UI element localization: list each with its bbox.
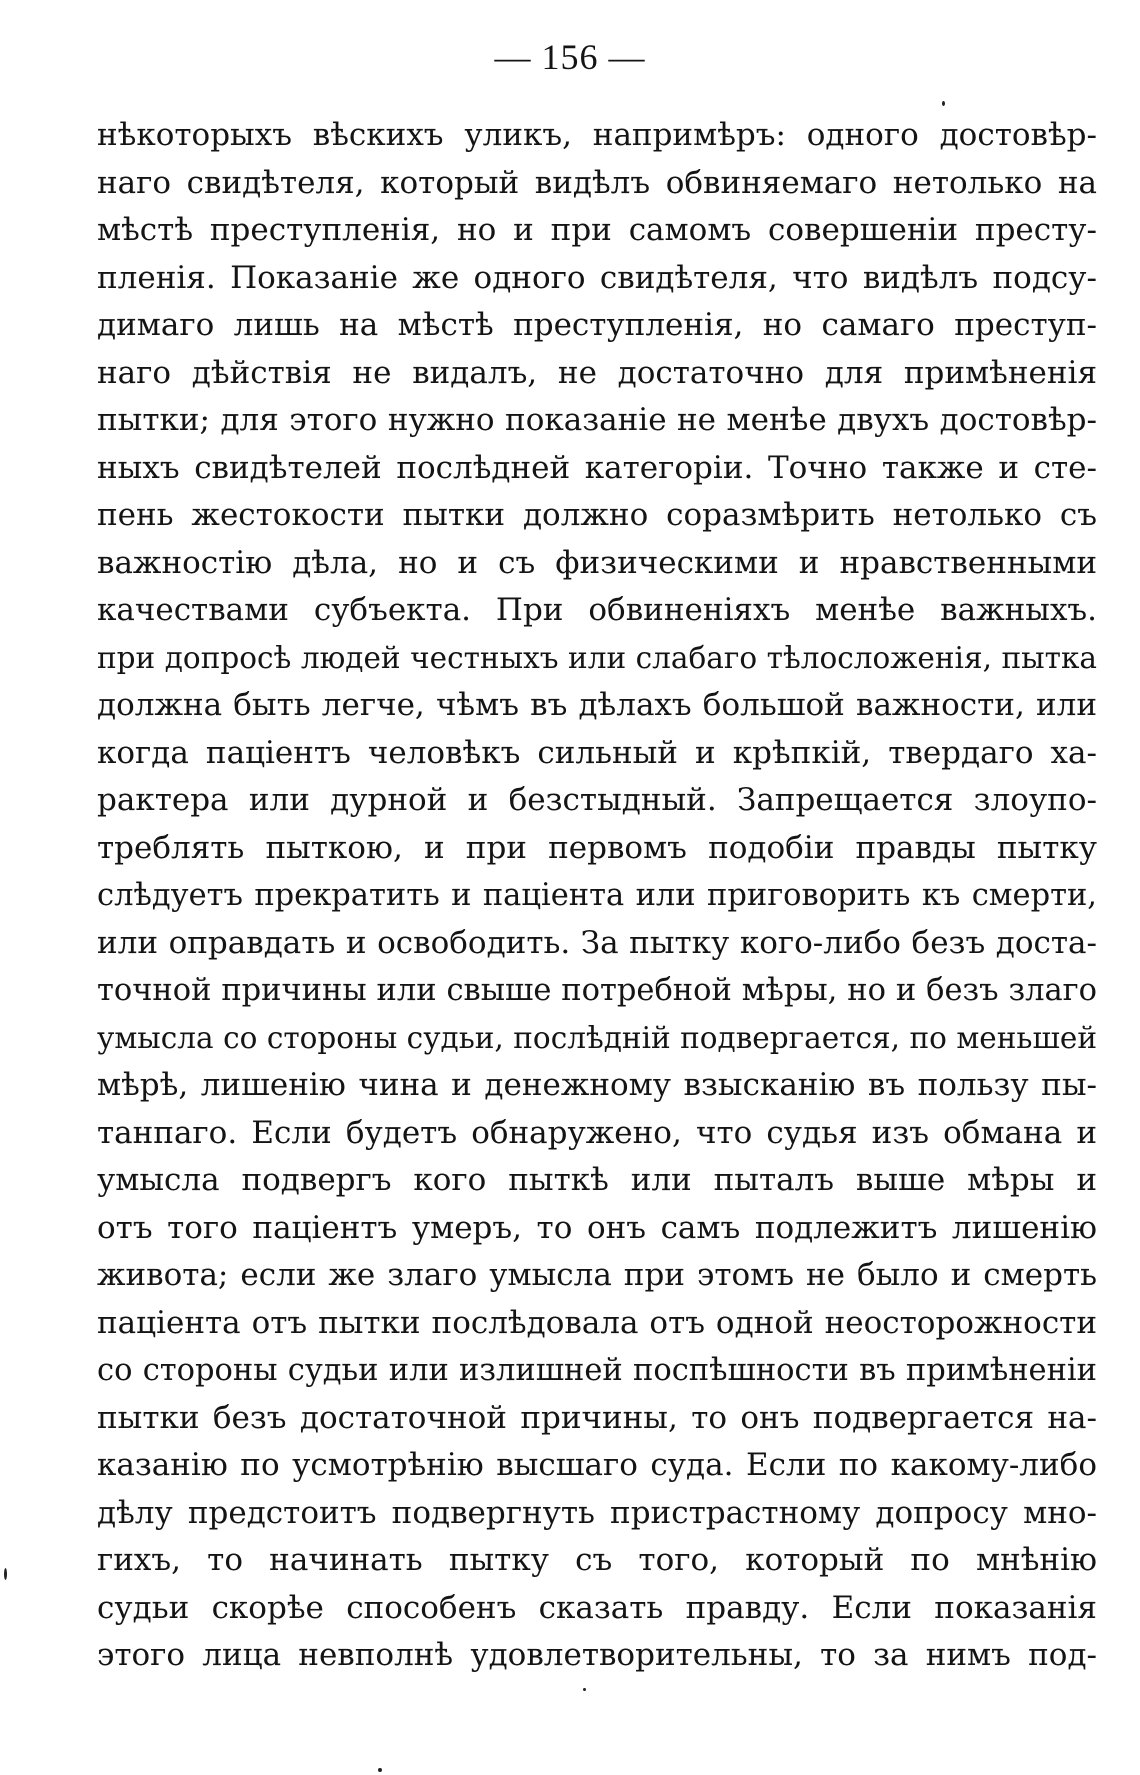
text-line: точной причины или свыше потребной мѣры, но и безъ злаго [97,973,1097,1008]
text-line: пень жестокости пытки должно соразмѣрить нетолько съ [97,497,1097,533]
ink-speck [4,1568,7,1580]
text-line: судьи скорѣе способенъ сказать правду. Если показанія [97,1589,1097,1626]
text-line: умысла со стороны судьи, послѣдній подвергается, по меньшей [97,1020,1097,1055]
text-line: или оправдать и освободить. За пытку кого-либо безъ доста- [97,924,1097,961]
text-line: нѣкоторыхъ вѣскихъ уликъ, напримѣръ: одного достовѣр- [97,117,1097,153]
text-line: треблять пыткою, и при первомъ подобіи правды пытку [97,829,1097,866]
text-line: димаго лишь на мѣстѣ преступленія, но самаго преступ- [97,307,1097,343]
text-line: казанію по усмотрѣнію высшаго суда. Если по какому-либо [97,1447,1097,1483]
text-line: танпаго. Если будетъ обнаружено, что судья изъ обмана и [97,1114,1097,1151]
ink-speck [378,1768,382,1772]
body-text [97,112,1097,1680]
text-line: должна быть легче, чѣмъ въ дѣлахъ большой важности, или [97,687,1097,723]
text-line: пытки безъ достаточной причины, то онъ подвергается на- [97,1399,1097,1436]
text-line: дѣлу предстоитъ подвергнуть пристрастному допросу мно- [97,1494,1097,1531]
text-line: со стороны судьи или излишней поспѣшности въ примѣненіи [97,1353,1097,1388]
text-line: ныхъ свидѣтелей послѣдней категоріи. Точно также и сте- [97,449,1097,486]
text-line: пленія. Показаніе же одного свидѣтеля, что видѣлъ подсу- [97,259,1097,296]
text-line: мѣстѣ преступленія, но и при самомъ совершеніи престу- [97,212,1097,248]
text-line: умысла подвергъ кого пыткѣ или пыталъ выше мѣры и [97,1162,1097,1198]
text-line: когда паціентъ человѣкъ сильный и крѣпкій, твердаго ха- [97,734,1097,771]
text-line: наго дѣйствія не видалъ, не достаточно для примѣненія [97,354,1097,391]
text-line: этого лица невполнѣ удовлетворительны, то за нимъ под- [97,1637,1097,1673]
text-line: мѣрѣ, лишенію чина и денежному взысканію въ пользу пы- [97,1067,1097,1103]
text-line: рактера или дурной и безстыдный. Запрещается злоупо- [97,782,1097,818]
ink-speck [583,1688,586,1691]
text-line: пытки; для этого нужно показаніе не менѣе двухъ достовѣр- [97,402,1097,438]
text-line: качествами субъекта. При обвиненіяхъ менѣе важныхъ. [97,592,1097,628]
ink-speck [942,101,945,106]
text-line: гихъ, то начинать пытку съ того, который по мнѣнію [97,1542,1097,1578]
text-line: паціента отъ пытки послѣдовала отъ одной неосторожности [97,1304,1097,1341]
text-line: слѣдуетъ прекратить и паціента или приговорить къ смерти, [97,878,1097,913]
text-line: при допросѣ людей честныхъ или слабаго тѣлосложенія, пытка [97,640,1097,675]
text-line: наго свидѣтеля, который видѣлъ обвиняемаго нетолько на [97,164,1097,201]
text-line: живота; если же злаго умысла при этомъ не было и смерть [97,1257,1097,1293]
text-line: отъ того паціентъ умеръ, то онъ самъ подлежитъ лишенію [97,1209,1097,1246]
text-line: важностію дѣла, но и съ физическими и нравственными [97,544,1097,581]
page-number: — 156 — [494,37,646,77]
